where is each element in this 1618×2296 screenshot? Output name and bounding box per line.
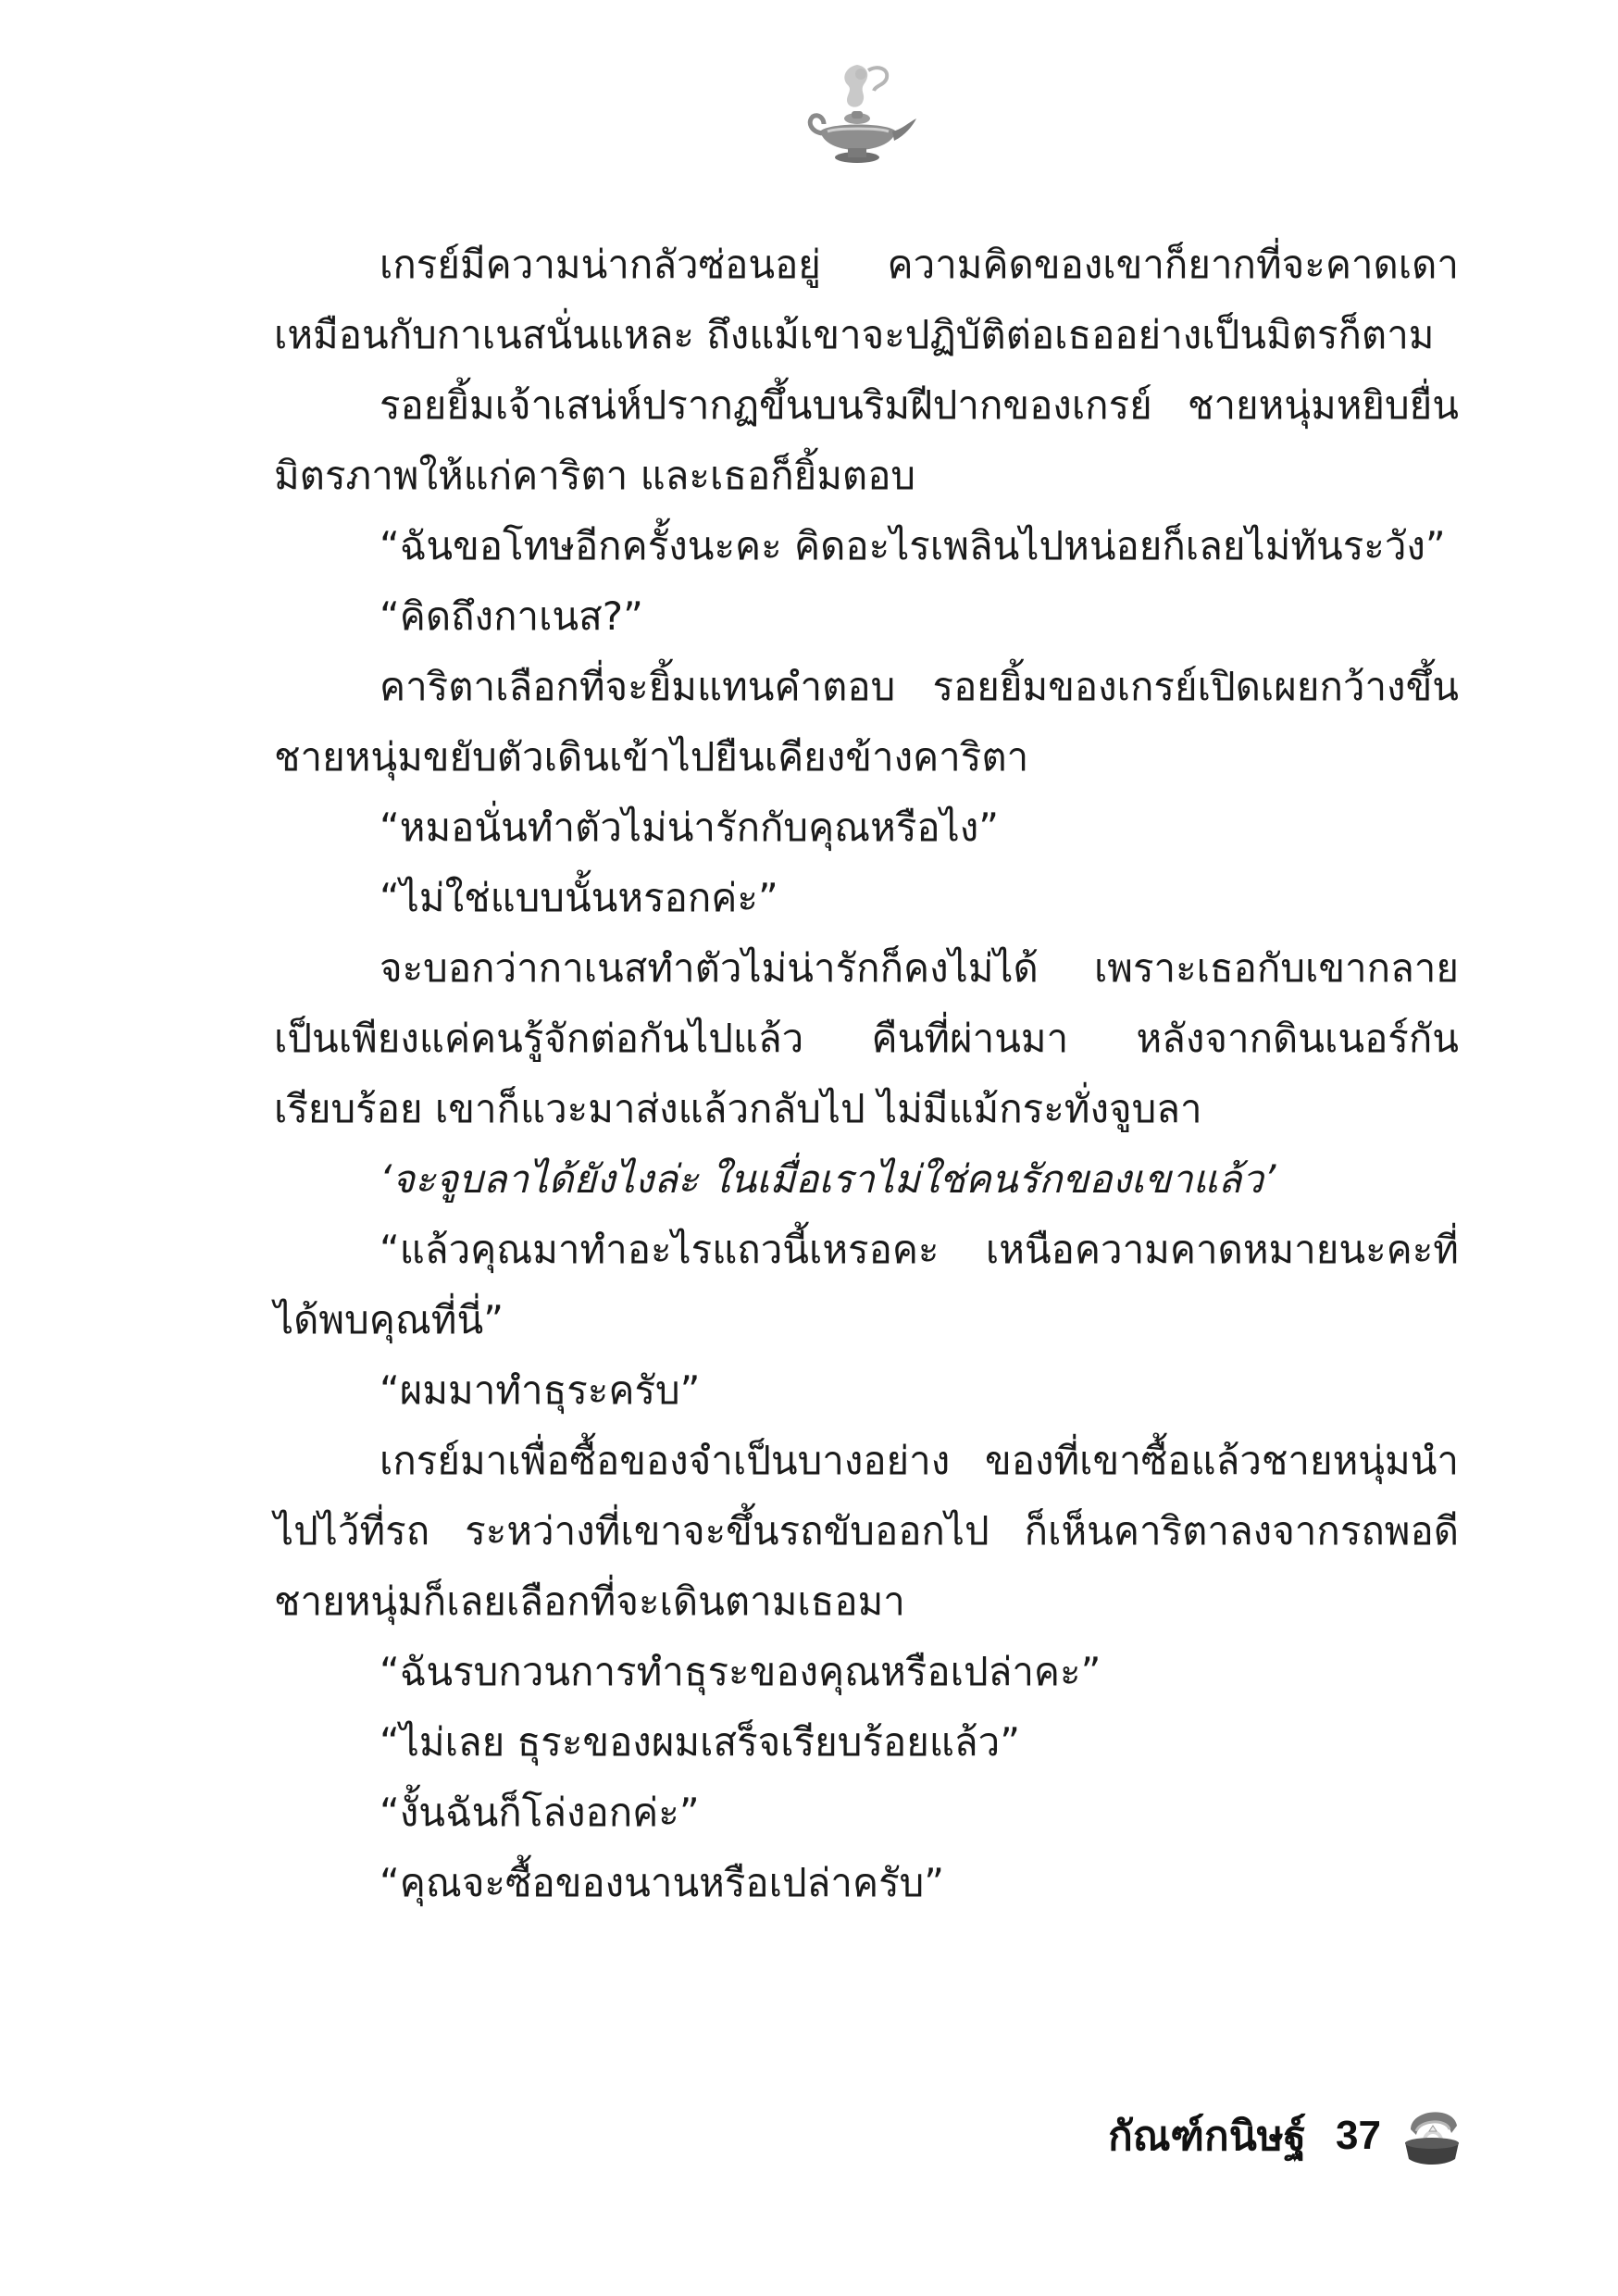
paragraph: “หมอนั่นทำตัวไม่น่ารักกับคุณหรือไง” — [380, 805, 1000, 850]
paragraph: “งั้นฉันก็โล่งอกค่ะ” — [380, 1790, 700, 1835]
paragraph: “ผมมาทำธุระครับ” — [380, 1367, 701, 1413]
author-name: กัณฑ์กนิษฐ์ — [1108, 2113, 1307, 2160]
paragraph: คาริตาเลือกที่จะยิ้มแทนคำตอบ รอยยิ้มของเกรย์เปิดเผยกว้างขึ้น ชายหนุ่มขยับตัวเดินเข้าไปยืนเคียงข้างคาริตา — [274, 664, 1459, 780]
paragraph: เกรย์มีความน่ากลัวซ่อนอยู่ ความคิดของเขาก็ยากที่จะคาดเดาเหมือนกับกาเนสนั่นแหละ ถึงแม้เขาจะปฏิบัติต่อเธออย่างเป็นมิตรก็ตาม — [274, 242, 1459, 357]
paragraph-thought: ‘จะจูบลาได้ยังไงล่ะ ในเมื่อเราไม่ใช่คนรักของเขาแล้ว’ — [380, 1156, 1276, 1202]
paragraph: “แล้วคุณมาทำอะไรแถวนี้เหรอคะ เหนือความคาดหมายนะคะที่ได้พบคุณที่นี่” — [274, 1227, 1459, 1342]
paragraph: “ฉันขอโทษอีกครั้งนะคะ คิดอะไรเพลินไปหน่อยก็เลยไม่ทันระวัง” — [380, 523, 1446, 568]
paragraph: “คุณจะซื้อของนานหรือเปล่าครับ” — [380, 1860, 945, 1905]
body-text — [274, 230, 1459, 1918]
paragraph: “ไม่ใช่แบบนั้นหรอกค่ะ” — [380, 875, 778, 920]
page-number: 37 — [1336, 2113, 1381, 2158]
paragraph: เกรย์มาเพื่อซื้อของจำเป็นบางอย่าง ของที่เขาซื้อแล้วชายหนุ่มนำไปไว้ที่รถ ระหว่างที่เขาจะขึ้นรถขับออกไป ก็เห็นคาริตาลงจากรถพอดี ชายหนุ่มก็เลยเลือกที่จะเดินตามเธอมา — [274, 1438, 1459, 1624]
ring-box-icon — [1398, 2102, 1466, 2170]
paragraph: “ฉันรบกวนการทำธุระของคุณหรือเปล่าคะ” — [380, 1649, 1101, 1694]
paragraph: “ไม่เลย ธุระของผมเสร็จเรียบร้อยแล้ว” — [380, 1719, 1020, 1765]
paragraph: รอยยิ้มเจ้าเสน่ห์ปรากฏขึ้นบนริมฝีปากของเกรย์ ชายหนุ่มหยิบยื่นมิตรภาพให้แก่คาริตา และเธอก็ยิ้มตอบ — [274, 382, 1459, 498]
paragraph: “คิดถึงกาเนส?” — [380, 593, 643, 639]
genie-lamp-icon — [800, 57, 920, 168]
paragraph: จะบอกว่ากาเนสทำตัวไม่น่ารักก็คงไม่ได้ เพราะเธอกับเขากลายเป็นเพียงแค่คนรู้จักต่อกันไปแล้ว คืนที่ผ่านมา หลังจากดินเนอร์กันเรียบร้อย เขาก็แวะมาส่งแล้วกลับไป ไม่มีแม้กระทั่งจูบลา — [274, 945, 1459, 1131]
page-footer — [1108, 2094, 1466, 2177]
